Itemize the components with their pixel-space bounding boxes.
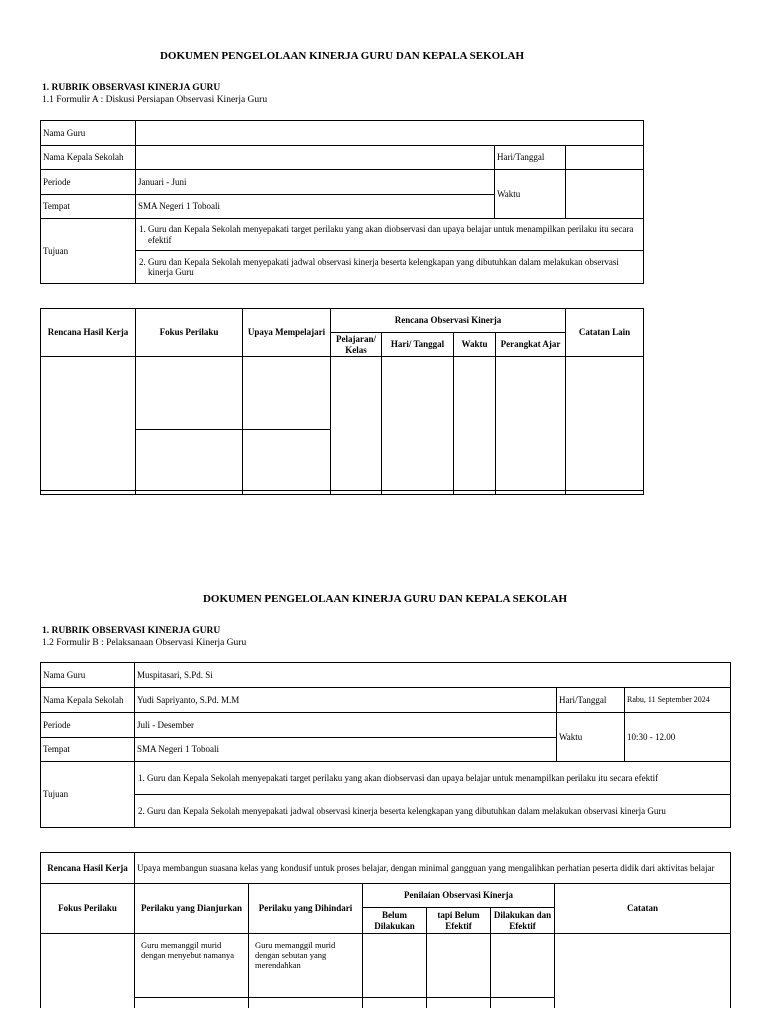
table-cell <box>41 998 135 1008</box>
table-cell <box>331 491 382 495</box>
table-cell <box>41 491 136 495</box>
table-cell <box>454 491 496 495</box>
tujuan-item-2: 2. Guru dan Kepala Sekolah menyepakati jadwal observasi kinerja beserta kelengkapan yang dibutuhkan dalam melakukan observasi kinerja Guru <box>136 251 644 284</box>
col-penilaian-observasi: Penilaian Observasi Kinerja <box>363 884 555 908</box>
rencana-hasil-kerja-value: Upaya membangun suasana kelas yang kondusif untuk proses belajar, dengan minimal gangguan yang mengalihkan perhatian peserta didik dari aktivitas belajar <box>135 853 731 884</box>
nama-guru-value <box>136 121 644 146</box>
table-cell <box>427 934 491 998</box>
doc1-section-title: 1. RUBRIK OBSERVASI KINERJA GURU <box>42 83 221 93</box>
table-cell <box>555 998 731 1008</box>
doc1-info-table <box>40 120 644 284</box>
table-cell <box>496 491 566 495</box>
tempat-label: Tempat <box>41 195 136 219</box>
col-catatan-lain: Catatan Lain <box>566 309 644 357</box>
periode-value: Januari - Juni <box>136 170 495 195</box>
periode-label: Periode <box>41 713 135 738</box>
col-waktu: Waktu <box>454 333 496 357</box>
doc2-subsection-title: 1.2 Formulir B : Pelaksanaan Observasi Kinerja Guru <box>42 638 247 648</box>
table-row <box>41 491 644 495</box>
table-cell <box>243 430 331 491</box>
periode-label: Periode <box>41 170 136 195</box>
table-cell <box>566 491 644 495</box>
perilaku-dianjurkan-cell: Guru memanggil murid dengan menyebut namanya <box>135 934 249 998</box>
table-cell <box>491 998 555 1008</box>
hari-tanggal-value: Rabu, 11 September 2024 <box>625 688 731 713</box>
doc1-plan-table <box>40 308 644 495</box>
table-cell <box>136 430 243 491</box>
table-cell <box>566 357 644 491</box>
doc2-info-table <box>40 662 731 828</box>
table-cell <box>382 491 454 495</box>
nama-guru-label: Nama Guru <box>41 121 136 146</box>
table-cell <box>427 998 491 1008</box>
table-cell <box>136 357 243 430</box>
table-cell <box>496 357 566 491</box>
table-cell <box>41 357 136 491</box>
nama-guru-label: Nama Guru <box>41 663 135 688</box>
kepala-sekolah-value: Yudi Sapriyanto, S.Pd. M.M <box>135 688 557 713</box>
col-perilaku-dihindari: Perilaku yang Dihindari <box>249 884 363 934</box>
tujuan-label: Tujuan <box>41 219 136 284</box>
tujuan-item-1: 1. Guru dan Kepala Sekolah menyepakati target perilaku yang akan diobservasi dan upaya belajar untuk menampilkan perilaku itu secara efektif <box>135 762 731 795</box>
col-upaya-mempelajari: Upaya Mempelajari <box>243 309 331 357</box>
table-cell <box>555 934 731 998</box>
kepala-sekolah-label: Nama Kepala Sekolah <box>41 688 135 713</box>
doc1-subsection-title: 1.1 Formulir A : Diskusi Persiapan Observasi Kinerja Guru <box>42 95 268 105</box>
doc1-title: DOKUMEN PENGELOLAAN KINERJA GURU DAN KEPALA SEKOLAH <box>159 50 525 62</box>
hari-tanggal-value <box>566 146 644 170</box>
col-rencana-observasi: Rencana Observasi Kinerja <box>331 309 566 333</box>
tempat-value: SMA Negeri 1 Toboali <box>135 738 557 762</box>
table-cell <box>491 934 555 998</box>
table-cell <box>454 357 496 491</box>
table-cell <box>363 998 427 1008</box>
waktu-value: 10:30 - 12.00 <box>625 713 731 762</box>
table-cell <box>331 357 382 491</box>
periode-value: Juli - Desember <box>135 713 557 738</box>
table-cell <box>243 357 331 430</box>
table-row <box>41 998 731 1008</box>
col-catatan: Catatan <box>555 884 731 934</box>
table-cell <box>243 491 331 495</box>
col-perilaku-dianjurkan: Perilaku yang Dianjurkan <box>135 884 249 934</box>
tujuan-label: Tujuan <box>41 762 135 828</box>
col-belum-dilakukan: Belum Dilakukan <box>363 908 427 934</box>
col-perangkat-ajar: Perangkat Ajar <box>496 333 566 357</box>
tujuan-item-1: 1. Guru dan Kepala Sekolah menyepakati target perilaku yang akan diobservasi dan upaya belajar untuk menampilkan perilaku itu secara efektif <box>136 219 644 251</box>
doc2-section-title: 1. RUBRIK OBSERVASI KINERJA GURU <box>42 626 221 636</box>
table-cell <box>363 934 427 998</box>
table-row <box>41 357 644 430</box>
nama-guru-value: Muspitasari, S.Pd. Si <box>135 663 731 688</box>
table-cell <box>41 934 135 998</box>
waktu-label: Waktu <box>557 713 625 762</box>
table-cell <box>136 491 243 495</box>
waktu-label: Waktu <box>495 170 566 219</box>
table-row <box>41 934 731 998</box>
tempat-value: SMA Negeri 1 Toboali <box>136 195 495 219</box>
doc2-title: DOKUMEN PENGELOLAAN KINERJA GURU DAN KEPALA SEKOLAH <box>202 593 568 605</box>
tempat-label: Tempat <box>41 738 135 762</box>
table-cell <box>249 998 363 1008</box>
col-dilakukan-efektif: Dilakukan dan Efektif <box>491 908 555 934</box>
col-pelajaran-kelas: Pelajaran/ Kelas <box>331 333 382 357</box>
col-fokus-perilaku: Fokus Perilaku <box>136 309 243 357</box>
col-fokus-perilaku: Fokus Perilaku <box>41 884 135 934</box>
hari-tanggal-label: Hari/Tanggal <box>557 688 625 713</box>
doc1-section-header <box>42 82 267 106</box>
hari-tanggal-label: Hari/Tanggal <box>495 146 566 170</box>
col-hari-tanggal: Hari/ Tanggal <box>382 333 454 357</box>
doc2-eval-table <box>40 852 731 1008</box>
table-cell <box>382 357 454 491</box>
table-cell <box>135 998 249 1008</box>
col-rencana-hasil-kerja: Rencana Hasil Kerja <box>41 309 136 357</box>
doc2-section-header <box>42 625 246 649</box>
tujuan-item-2: 2. Guru dan Kepala Sekolah menyepakati jadwal observasi kinerja beserta kelengkapan yang dibutuhkan dalam melakukan observasi kinerja Guru <box>135 795 731 828</box>
waktu-value <box>566 170 644 219</box>
rencana-hasil-kerja-label: Rencana Hasil Kerja <box>41 853 135 884</box>
kepala-sekolah-value <box>136 146 495 170</box>
perilaku-dihindari-cell: Guru memanggil murid dengan sebutan yang merendahkan <box>249 934 363 998</box>
col-tapi-belum-efektif: tapi Belum Efektif <box>427 908 491 934</box>
kepala-sekolah-label: Nama Kepala Sekolah <box>41 146 136 170</box>
